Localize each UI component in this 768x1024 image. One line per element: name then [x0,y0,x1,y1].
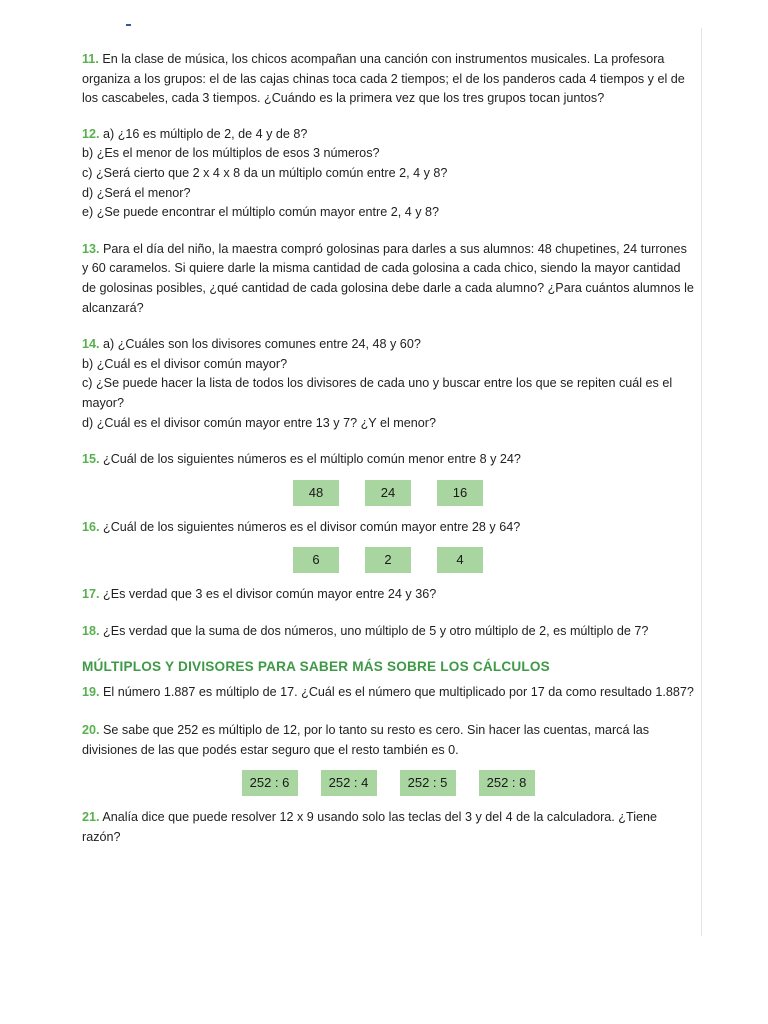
question-text: ¿Cuál de los siguientes números es el múltiplo común menor entre 8 y 24? [103,452,521,467]
question-line: e) ¿Se puede encontrar el múltiplo común mayor entre 2, 4 y 8? [82,205,440,220]
question-line: d) ¿Será el menor? [82,185,191,200]
question-15 [82,450,694,506]
question-line: a) ¿16 es múltiplo de 2, de 4 y de 8? [103,126,308,141]
question-text: En la clase de música, los chicos acompañan una canción con instrumentos musicales. La profesora organiza a los grupos: el de las cajas chinas toca cada 2 tiempos; el de los panderos cada 4 tiempos y el de los cascabeles, cada 3 tiempos. ¿Cuándo es la primera vez que los tres grupos tocan juntos? [82,52,685,106]
question-line: c) ¿Se puede hacer la lista de todos los divisores de cada uno y buscar entre los que se repiten cuál es el mayor? [82,376,673,410]
answer-option[interactable]: 6 [293,547,339,573]
question-number: 20. [82,723,100,738]
question-13 [82,240,694,318]
answer-option[interactable]: 252 : 5 [400,770,456,796]
question-text: ¿Cuál de los siguientes números es el divisor común mayor entre 28 y 64? [103,519,521,534]
question-16 [82,518,694,574]
question-19 [82,683,694,703]
question-line: b) ¿Cuál es el divisor común mayor? [82,356,288,371]
question-11 [82,50,694,109]
content [82,50,694,865]
answer-options [82,770,694,796]
question-line: b) ¿Es el menor de los múltiplos de esos 3 números? [82,146,380,161]
question-number: 15. [82,452,100,467]
answer-option[interactable]: 252 : 4 [321,770,377,796]
question-number: 17. [82,587,100,602]
question-line: a) ¿Cuáles son los divisores comunes entre 24, 48 y 60? [103,337,421,352]
question-text: Se sabe que 252 es múltiplo de 12, por lo tanto su resto es cero. Sin hacer las cuentas, marcá las divisiones de las que podés estar seguro que el resto también es 0. [82,723,650,757]
question-21 [82,808,694,847]
question-number: 11. [82,52,99,66]
page-edge-rule [701,28,702,936]
question-number: 13. [82,241,100,256]
question-number: 16. [82,519,100,534]
question-number: 21. [82,810,100,825]
answer-option[interactable]: 4 [437,547,483,573]
question-text: El número 1.887 es múltiplo de 17. ¿Cuál es el número que multiplicado por 17 da como resultado 1.887? [103,685,694,700]
answer-option[interactable]: 16 [437,480,483,506]
answer-option[interactable]: 24 [365,480,411,506]
question-text: Analía dice que puede resolver 12 x 9 usando solo las teclas del 3 y del 4 de la calculadora. ¿Tiene razón? [82,810,658,844]
question-18 [82,622,694,642]
question-line: d) ¿Cuál es el divisor común mayor entre 13 y 7? ¿Y el menor? [82,415,436,430]
question-text: Para el día del niño, la maestra compró golosinas para darles a sus alumnos: 48 chupetines, 24 turrones y 60 caramelos. Si quiere darle la misma cantidad de cada golosina a cada chico, siendo la mayor cantidad de golosinas posibles, ¿qué cantidad de cada golosina debe darle a cada alumno? ¿Para cuántos alumnos le alcanzará? [82,241,694,315]
question-number: 18. [82,623,100,638]
question-line: c) ¿Será cierto que 2 x 4 x 8 da un múltiplo común entre 2, 4 y 8? [82,165,448,180]
question-20 [82,721,694,796]
question-text: ¿Es verdad que 3 es el divisor común mayor entre 24 y 36? [103,587,437,602]
answer-options [82,547,694,573]
question-14 [82,335,694,433]
answer-option[interactable]: 252 : 6 [242,770,298,796]
answer-option[interactable]: 48 [293,480,339,506]
answer-option[interactable]: 252 : 8 [479,770,535,796]
answer-option[interactable]: 2 [365,547,411,573]
question-12 [82,125,694,223]
question-number: 12. [82,126,100,141]
question-text: ¿Es verdad que la suma de dos números, uno múltiplo de 5 y otro múltiplo de 2, es múltiplo de 7? [103,623,649,638]
question-number: 19. [82,685,100,700]
question-17 [82,585,694,605]
answer-options [82,480,694,506]
question-number: 14. [82,337,100,352]
top-mark [126,24,131,26]
section-title: MÚLTIPLOS Y DIVISORES PARA SABER MÁS SOBRE LOS CÁLCULOS [82,659,550,675]
